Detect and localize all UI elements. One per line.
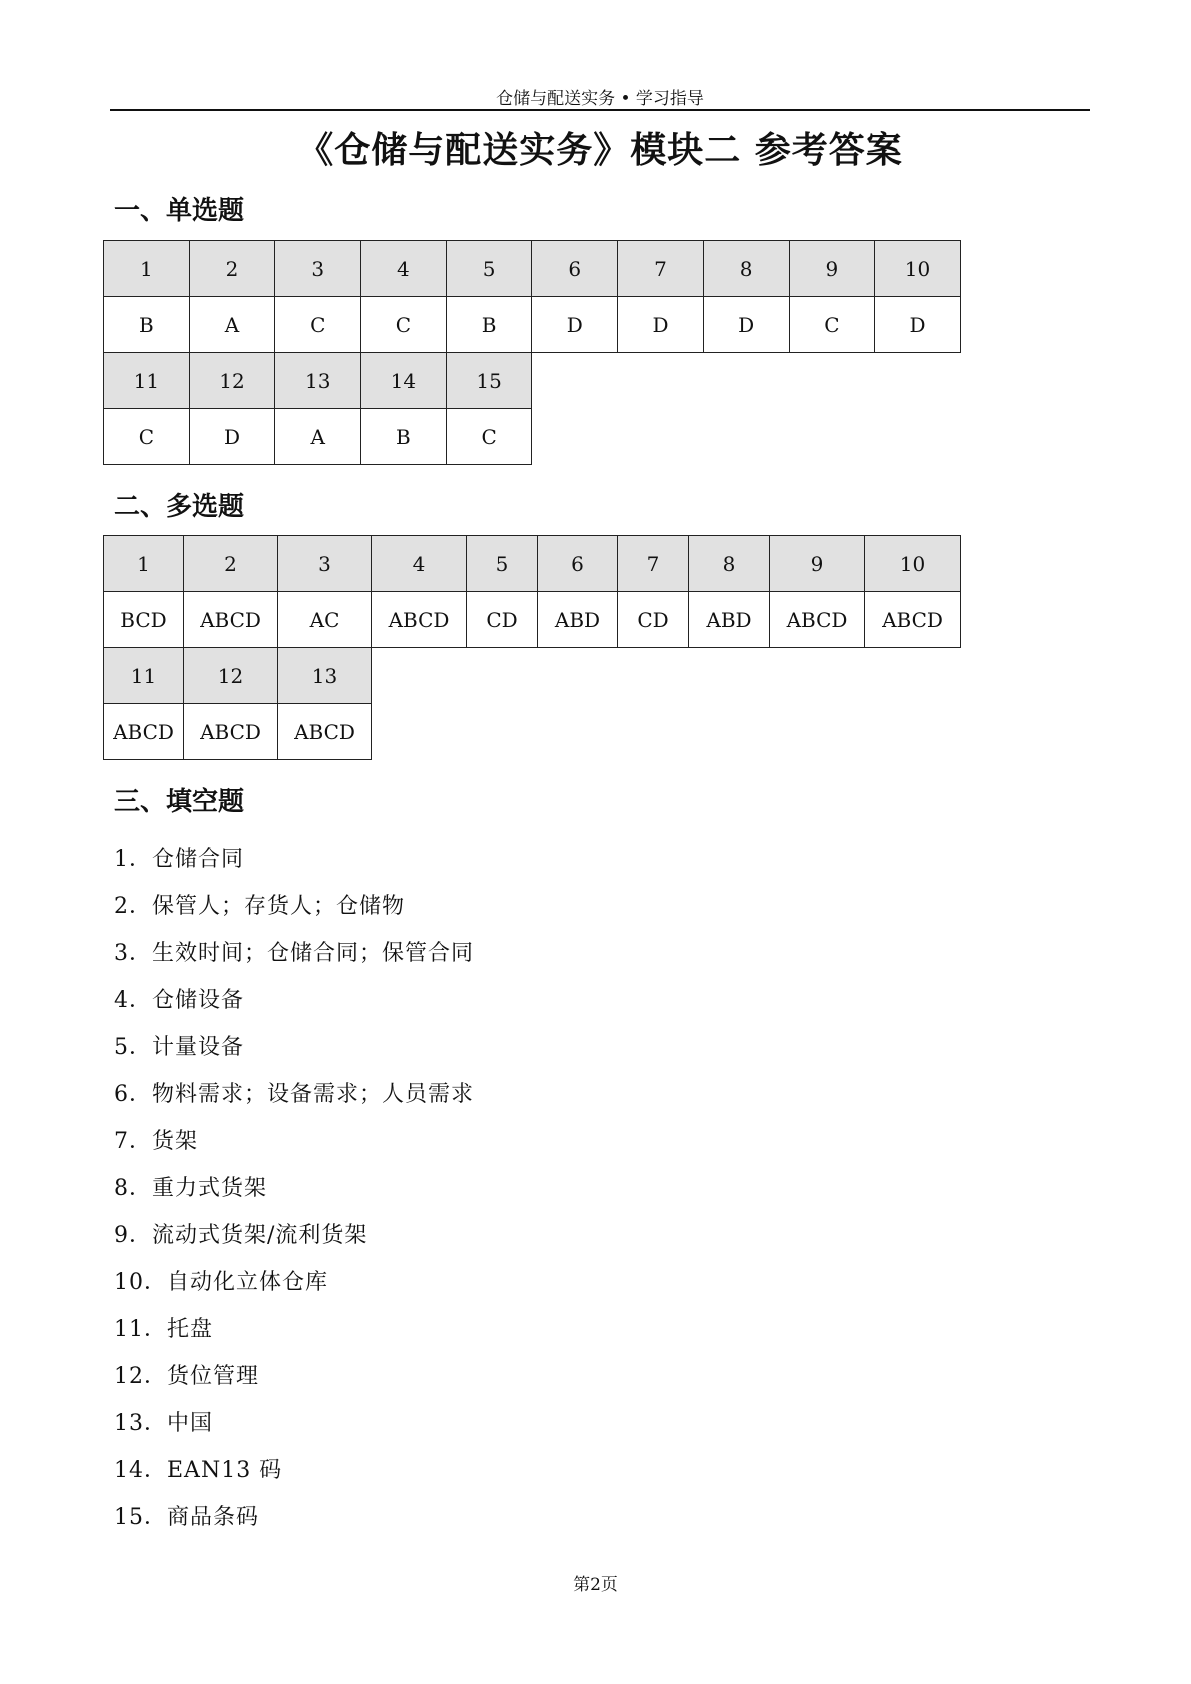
question-number-cell: 12 (184, 648, 278, 704)
answer-cell: B (446, 297, 532, 353)
answer-cell: C (104, 409, 190, 465)
answer-cell: C (275, 297, 361, 353)
answer-cell: A (189, 297, 275, 353)
question-number-cell: 14 (361, 353, 447, 409)
answer-cell: D (189, 409, 275, 465)
single-choice-table (103, 240, 961, 465)
answer-cell: ABCD (865, 592, 961, 648)
question-number-cell: 13 (278, 648, 372, 704)
list-item: 5．计量设备 (114, 1035, 244, 1060)
answer-row (104, 592, 961, 648)
answer-cell: C (361, 297, 447, 353)
question-number-cell: 1 (104, 241, 190, 297)
question-number-cell: 5 (446, 241, 532, 297)
list-item: 15．商品条码 (114, 1505, 259, 1530)
list-item: 8．重力式货架 (114, 1176, 267, 1201)
question-number-cell: 9 (789, 241, 875, 297)
answer-row (104, 704, 961, 760)
list-item: 7．货架 (114, 1129, 198, 1154)
multi-choice-table (103, 535, 961, 760)
answer-cell: ABCD (184, 592, 278, 648)
question-number-cell: 12 (189, 353, 275, 409)
answer-cell: ABCD (770, 592, 865, 648)
answer-cell: CD (618, 592, 689, 648)
answer-cell: B (104, 297, 190, 353)
answer-row (104, 409, 961, 465)
question-number-cell: 5 (467, 536, 538, 592)
question-number-cell: 8 (689, 536, 770, 592)
answer-row (104, 297, 961, 353)
question-number-row (104, 536, 961, 592)
answer-cell: ABCD (184, 704, 278, 760)
question-number-cell: 7 (618, 241, 704, 297)
multi-choice-heading: 二、多选题 (114, 492, 245, 522)
answer-cell: B (361, 409, 447, 465)
answer-cell: C (789, 297, 875, 353)
question-number-cell: 4 (361, 241, 447, 297)
list-item: 13．中国 (114, 1411, 213, 1436)
question-number-cell: 6 (532, 241, 618, 297)
empty-cell (532, 409, 960, 465)
question-number-row (104, 353, 961, 409)
empty-cell (372, 704, 961, 760)
question-number-cell: 2 (189, 241, 275, 297)
question-number-cell: 10 (875, 241, 961, 297)
running-header: 仓储与配送实务 • 学习指导 (496, 89, 704, 109)
list-item: 12．货位管理 (114, 1364, 259, 1389)
empty-cell (532, 353, 960, 409)
question-number-cell: 9 (770, 536, 865, 592)
list-item: 14．EAN13 码 (114, 1458, 283, 1483)
answer-cell: ABCD (278, 704, 372, 760)
list-item: 9．流动式货架/流利货架 (114, 1223, 368, 1248)
fill-in-heading: 三、填空题 (114, 787, 245, 817)
list-item: 11．托盘 (114, 1317, 213, 1342)
question-number-cell: 3 (278, 536, 372, 592)
question-number-cell: 10 (865, 536, 961, 592)
question-number-row (104, 241, 961, 297)
question-number-cell: 4 (372, 536, 467, 592)
answer-cell: ABCD (104, 704, 184, 760)
document-title: 《仓储与配送实务》模块二 参考答案 (297, 130, 903, 171)
answer-cell: ABD (538, 592, 618, 648)
header-rule (110, 109, 1090, 111)
question-number-row (104, 648, 961, 704)
question-number-cell: 6 (538, 536, 618, 592)
answer-cell: C (446, 409, 532, 465)
list-item: 2．保管人；存货人；仓储物 (114, 894, 405, 919)
answer-cell: ABCD (372, 592, 467, 648)
page-number: 第2页 (573, 1575, 618, 1595)
question-number-cell: 2 (184, 536, 278, 592)
answer-cell: ABD (689, 592, 770, 648)
question-number-cell: 11 (104, 353, 190, 409)
question-number-cell: 7 (618, 536, 689, 592)
question-number-cell: 3 (275, 241, 361, 297)
empty-cell (372, 648, 961, 704)
question-number-cell: 8 (703, 241, 789, 297)
answer-cell: D (875, 297, 961, 353)
answer-cell: D (703, 297, 789, 353)
answer-cell: A (275, 409, 361, 465)
list-item: 3．生效时间；仓储合同；保管合同 (114, 941, 474, 966)
question-number-cell: 13 (275, 353, 361, 409)
question-number-cell: 1 (104, 536, 184, 592)
list-item: 10．自动化立体仓库 (114, 1270, 328, 1295)
question-number-cell: 15 (446, 353, 532, 409)
fill-in-answer-list (114, 836, 474, 1541)
list-item: 6．物料需求；设备需求；人员需求 (114, 1082, 474, 1107)
answer-cell: BCD (104, 592, 184, 648)
answer-cell: D (532, 297, 618, 353)
list-item: 4．仓储设备 (114, 988, 244, 1013)
answer-cell: AC (278, 592, 372, 648)
single-choice-heading: 一、单选题 (114, 196, 245, 226)
list-item: 1．仓储合同 (114, 847, 244, 872)
answer-cell: CD (467, 592, 538, 648)
question-number-cell: 11 (104, 648, 184, 704)
answer-cell: D (618, 297, 704, 353)
